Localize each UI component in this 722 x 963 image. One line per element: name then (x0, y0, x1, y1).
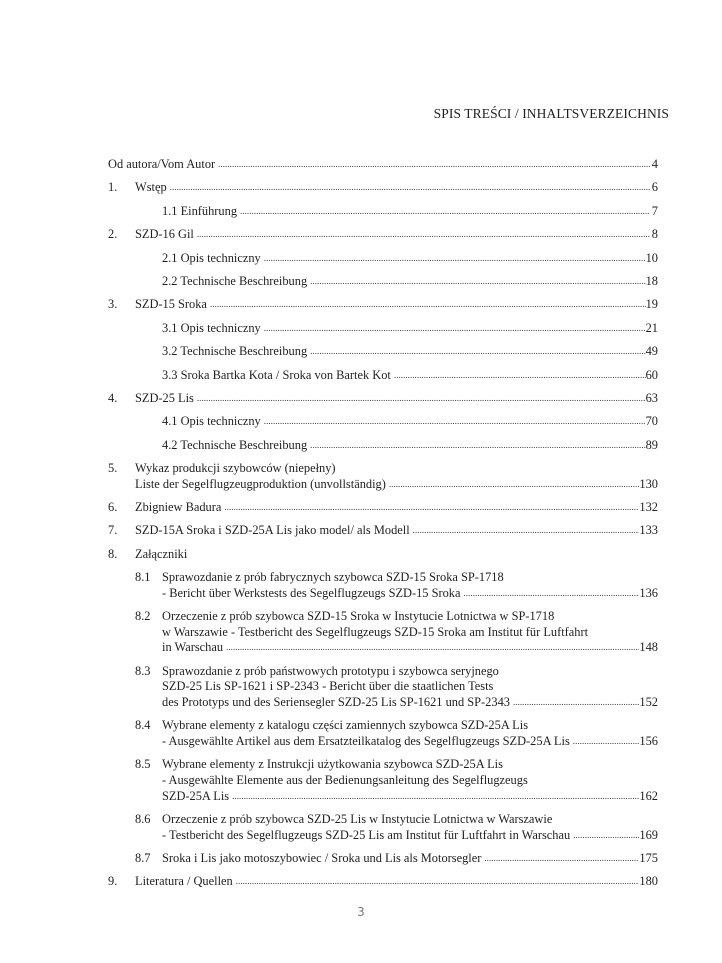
toc-heading: SPIS TREŚCI / INHALTSVERZEICHNIS (433, 106, 669, 121)
toc-entry-title: Sprawozdanie z prób fabrycznych szybowca SZD-15 Sroka SP-1718 (162, 570, 504, 585)
toc-entry-number (108, 609, 135, 656)
page-number: 3 (357, 905, 365, 919)
toc-subsection-number: 8.2 (135, 609, 151, 624)
toc-entry-title: Zbigniew Badura (135, 500, 222, 515)
toc-entry-title: SZD-15 Sroka (135, 297, 207, 312)
toc-page-number: 169 (639, 827, 658, 842)
toc-entry[interactable] (108, 757, 658, 804)
toc-entry-title: 1.1 Einführung (162, 203, 238, 218)
toc-entry-title: SZD-16 Gil (135, 227, 194, 242)
toc-entry-number (108, 718, 135, 749)
toc-subsection-number: 8.7 (135, 850, 151, 865)
toc-subsection-number: 8.1 (135, 570, 151, 585)
toc-page-number: 70 (645, 414, 658, 429)
toc-entry-number: 2. (108, 227, 118, 242)
toc-entry-title: 4.2 Technische Beschreibung (162, 437, 308, 452)
toc-page-number: 4 (651, 157, 658, 171)
dot-leader (207, 297, 646, 313)
toc-page-number: 10 (645, 250, 658, 265)
toc-entry-title: Od autora/Vom Autor (108, 157, 216, 171)
toc-entry-number: 5. (108, 461, 118, 476)
toc-entry-title: Orzeczenie z prób szybowca SZD-25 Lis w Instytucie Lotnictwa w Warszawie (162, 811, 553, 826)
toc-entry-title: Sprawozdanie z prób państwowych prototypu i szybowca seryjnego (162, 663, 499, 678)
toc-entry-title: 2.1 Opis techniczny (162, 250, 261, 265)
dot-leader (237, 204, 650, 220)
toc-entry[interactable] (108, 461, 658, 492)
toc-entry[interactable] (108, 274, 658, 290)
dot-leader (215, 157, 650, 173)
dot-leader (570, 734, 640, 750)
toc-entry-title: in Warschau (162, 640, 224, 655)
toc-subsection-number: 8.5 (135, 757, 151, 772)
toc-entry[interactable] (108, 227, 658, 243)
toc-entry-number (108, 757, 135, 804)
dot-leader (410, 523, 640, 539)
toc-entry[interactable] (108, 523, 658, 539)
toc-entry-title: - Bericht über Werkstests des Segelflugzeugs SZD-15 Sroka (162, 585, 461, 600)
toc-entry-number (108, 438, 135, 454)
toc-entry[interactable] (108, 391, 658, 407)
toc-entry[interactable] (108, 874, 658, 890)
toc-page-number: 89 (645, 437, 658, 452)
dot-leader (261, 321, 646, 337)
toc-entry-title: 3.1 Opis techniczny (162, 320, 261, 335)
toc-entry-title: w Warszawie - Testbericht des Segelflugzeugs SZD-15 Sroka am Institut für Luftfahrt (162, 624, 589, 639)
toc-subsection-number: 8.4 (135, 718, 151, 733)
dot-leader (167, 180, 650, 196)
toc-page-number: 133 (639, 523, 658, 538)
dot-leader (570, 828, 639, 844)
toc-entry[interactable] (108, 344, 658, 360)
toc-entry[interactable] (108, 500, 658, 516)
toc-entry-number: 4. (108, 390, 118, 405)
dot-leader (229, 789, 639, 805)
toc-entry-title: - Ausgewählte Elemente aus der Bedienungsanleitung des Segelflugzeugs (162, 772, 528, 787)
dot-leader (307, 274, 645, 290)
dot-leader (307, 344, 645, 360)
toc-entry-number: 6. (108, 500, 118, 515)
toc-entry-number (108, 321, 135, 337)
dot-leader (391, 368, 646, 384)
toc-page-number: 148 (639, 640, 658, 655)
toc-entry-number (108, 664, 135, 711)
toc-entry-number (108, 851, 135, 867)
toc-entry[interactable] (108, 664, 658, 711)
toc-page-number: 156 (639, 733, 658, 748)
toc-entry-title: 4.1 Opis techniczny (162, 414, 261, 429)
toc-entry-title: SZD-25 Lis (135, 390, 194, 405)
toc-page-number: 8 (651, 227, 658, 242)
toc-entry-title: 3.2 Technische Beschreibung (162, 344, 308, 359)
toc-entry-title: SZD-15A Sroka i SZD-25A Lis jako model/ als Modell (135, 523, 410, 538)
dot-leader (221, 500, 639, 516)
toc-entry[interactable] (108, 251, 658, 267)
toc-entry[interactable] (108, 812, 658, 843)
toc-entry[interactable] (108, 609, 658, 656)
toc-entry[interactable] (108, 204, 658, 220)
toc-entry-title: Wybrane elementy z Instrukcji użytkowania szybowca SZD-25A Lis (162, 757, 503, 772)
toc-page-number: 49 (645, 344, 658, 359)
toc-page-number: 136 (639, 585, 658, 600)
toc-page-number: 152 (639, 694, 658, 709)
toc-entry[interactable] (108, 297, 658, 313)
toc-page-number: 7 (651, 203, 658, 218)
toc-page-number: 175 (639, 850, 658, 865)
toc-entry-title: SZD-25 Lis SP-1621 i SP-2343 - Bericht über die staatlichen Tests (162, 679, 494, 694)
dot-leader (194, 391, 646, 407)
dot-leader (386, 477, 640, 493)
dot-leader (510, 695, 639, 711)
toc-page-number: 21 (645, 320, 658, 335)
toc-entry-title: Wstęp (135, 180, 167, 195)
toc-page-number: 63 (645, 390, 658, 405)
toc-entry-number (108, 368, 135, 384)
toc-entry-title: Wykaz produkcji szybowców (niepełny) (135, 461, 336, 476)
toc-entry-title: - Ausgewählte Artikel aus dem Ersatzteilkatalog des Segelflugzeugs SZD-25A Lis (162, 733, 570, 748)
toc-entry-title: - Testbericht des Segelflugzeugs SZD-25 Lis am Institut für Luftfahrt in Warschau (162, 827, 571, 842)
toc-entry-title: Liste der Segelflugzeugproduktion (unvollständig) (135, 476, 386, 491)
toc-entry-title: SZD-25A Lis (162, 788, 230, 803)
toc-entry[interactable] (108, 368, 658, 384)
toc-subsection-number: 8.6 (135, 811, 151, 826)
toc-entry[interactable] (108, 180, 658, 196)
toc-entry-number (108, 251, 135, 267)
toc-entry[interactable] (108, 547, 658, 563)
toc-entry-number: 9. (108, 874, 118, 889)
toc-entry-number (108, 344, 135, 360)
toc-page-number: 19 (645, 297, 658, 312)
toc-entry-title: des Prototyps und des Seriensegler SZD-25 Lis SP-1621 und SP-2343 (162, 694, 510, 709)
dot-leader (307, 438, 645, 454)
toc-entry[interactable] (108, 851, 658, 867)
dot-leader (261, 414, 646, 430)
toc-entry[interactable] (108, 438, 658, 454)
toc-entry-number (108, 204, 135, 220)
dot-leader (481, 851, 639, 867)
dot-leader (194, 227, 650, 243)
toc-entry-number (108, 274, 135, 290)
toc-entry-number: 1. (108, 180, 118, 195)
toc-entry[interactable] (108, 157, 658, 173)
dot-leader (461, 586, 640, 602)
toc-entry-title: Literatura / Quellen (135, 874, 233, 889)
toc-entry-title: Wybrane elementy z katalogu części zamiennych szybowca SZD-25A Lis (162, 718, 529, 733)
dot-leader (223, 640, 639, 656)
table-of-contents (108, 157, 658, 898)
toc-page-number: 6 (651, 180, 658, 195)
toc-entry-title: Załączniki (135, 546, 188, 561)
toc-page-number: 180 (639, 874, 658, 889)
toc-entry[interactable] (108, 414, 658, 430)
toc-entry-number: 3. (108, 297, 118, 312)
toc-entry[interactable] (108, 718, 658, 749)
dot-leader (233, 874, 640, 890)
toc-entry-title: Sroka i Lis jako motoszybowiec / Sroka und Lis als Motorsegler (162, 850, 482, 865)
toc-entry-number (108, 414, 135, 430)
toc-page-number: 130 (639, 476, 658, 491)
toc-entry-number (108, 570, 135, 601)
dot-leader (261, 251, 646, 267)
toc-entry[interactable] (108, 570, 658, 601)
toc-page-number: 60 (645, 367, 658, 382)
toc-entry-title: Orzeczenie z prób szybowca SZD-15 Sroka w Instytucie Lotnictwa w SP-1718 (162, 609, 555, 624)
toc-entry-title: 3.3 Sroka Bartka Kota / Sroka von Bartek Kot (162, 367, 391, 382)
toc-page-number: 162 (639, 788, 658, 803)
toc-page-number: 132 (639, 500, 658, 515)
toc-entry-title: 2.2 Technische Beschreibung (162, 273, 308, 288)
toc-entry[interactable] (108, 321, 658, 337)
toc-page-number: 18 (645, 273, 658, 288)
toc-entry-number (108, 812, 135, 843)
toc-entry-number: 7. (108, 523, 118, 538)
toc-entry-number: 8. (108, 546, 118, 561)
toc-subsection-number: 8.3 (135, 663, 151, 678)
